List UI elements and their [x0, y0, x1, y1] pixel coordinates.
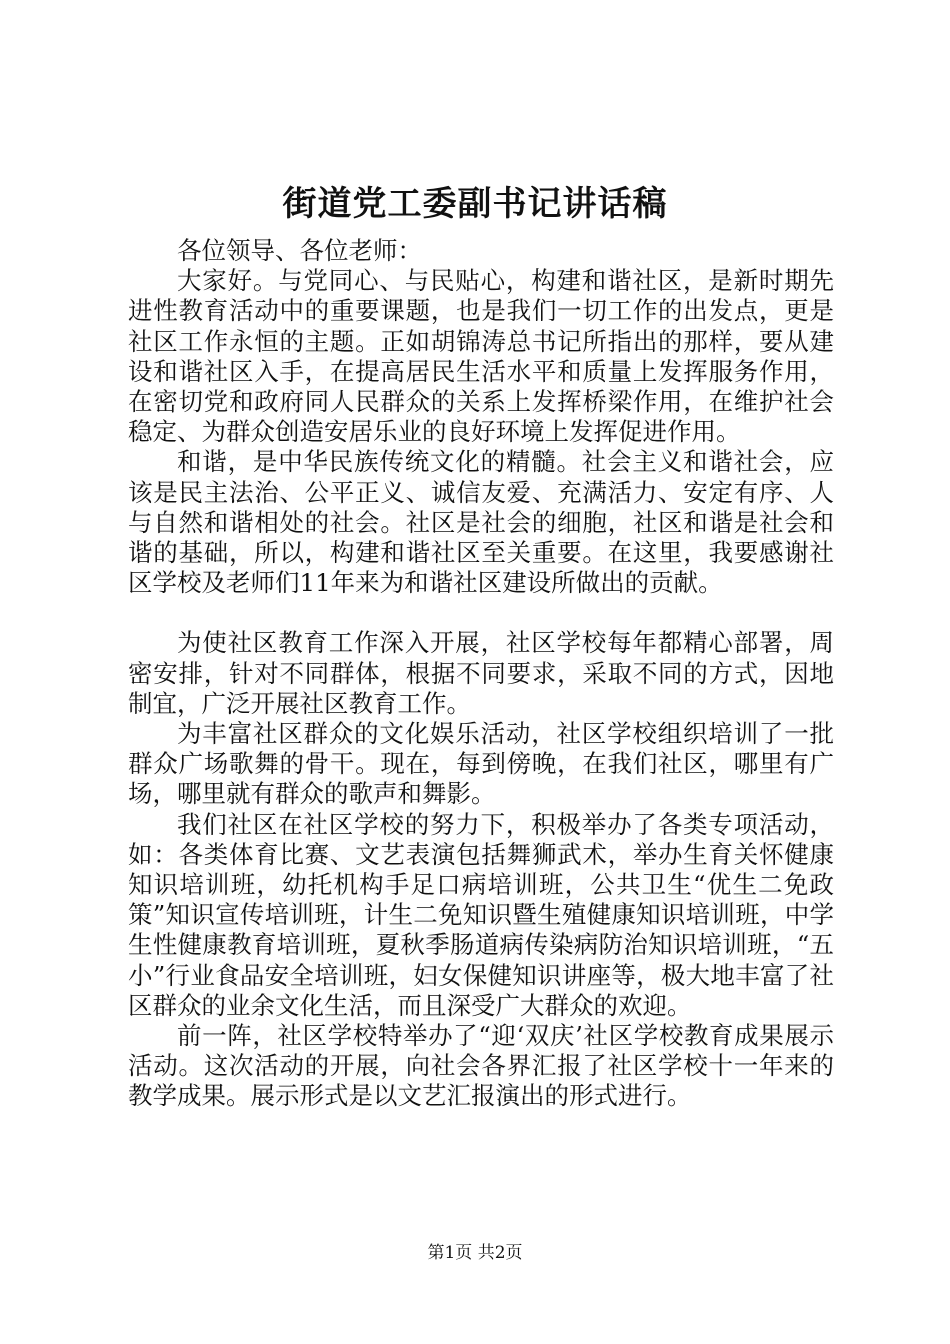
paragraph-3: 为使社区教育工作深入开展，社区学校每年都精心部署，周密安排，针对不同群体，根据不同要求，采取不同的方式，因地制宜，广泛开展社区教育工作。 [128, 628, 834, 718]
paragraph-2: 和谐，是中华民族传统文化的精髓。社会主义和谐社会，应该是民主法治、公平正义、诚信友爱、充满活力、安定有序、人与自然和谐相处的社会。社区是社会的细胞，社区和谐是社会和谐的基础，所以，构建和谐社区至关重要。在这里，我要感谢社区学校及老师们11年来为和谐社区建设所做出的贡献。 [128, 447, 834, 598]
paragraph-6: 前一阵，社区学校特举办了“迎‘双庆’社区学校教育成果展示活动。这次活动的开展，向社会各界汇报了社区学校十一年来的教学成果。展示形式是以文艺汇报演出的形式进行。 [128, 1021, 834, 1111]
document-title: 街道党工委副书记讲话稿 [282, 184, 668, 224]
paragraph-1: 大家好。与党同心、与民贴心，构建和谐社区，是新时期先进性教育活动中的重要课题，也是我们一切工作的出发点，更是社区工作永恒的主题。正如胡锦涛总书记所指出的那样，要从建设和谐社区入手，在提高居民生活水平和质量上发挥服务作用，在密切党和政府同人民群众的关系上发挥桥梁作用，在维护社会稳定、为群众创造安居乐业的良好环境上发挥促进作用。 [128, 266, 834, 447]
salutation: 各位领导、各位老师： [177, 236, 422, 265]
paragraph-5: 我们社区在社区学校的努力下，积极举办了各类专项活动，如：各类体育比赛、文艺表演包括舞狮武术，举办生育关怀健康知识培训班，幼托机构手足口病培训班，公共卫生“优生二免政策”知识宣传培训班，计生二免知识暨生殖健康知识培训班，中学生性健康教育培训班，夏秋季肠道病传染病防治知识培训班，“五小”行业食品安全培训班，妇女保健知识讲座等，极大地丰富了社区群众的业余文化生活，而且深受广大群众的欢迎。 [128, 809, 834, 1020]
paragraph-4: 为丰富社区群众的文化娱乐活动，社区学校组织培训了一批群众广场歌舞的骨干。现在，每到傍晚，在我们社区，哪里有广场，哪里就有群众的歌声和舞影。 [128, 719, 834, 809]
page-footer: 第1页 共2页 [427, 1243, 523, 1263]
document-body [128, 236, 834, 1112]
